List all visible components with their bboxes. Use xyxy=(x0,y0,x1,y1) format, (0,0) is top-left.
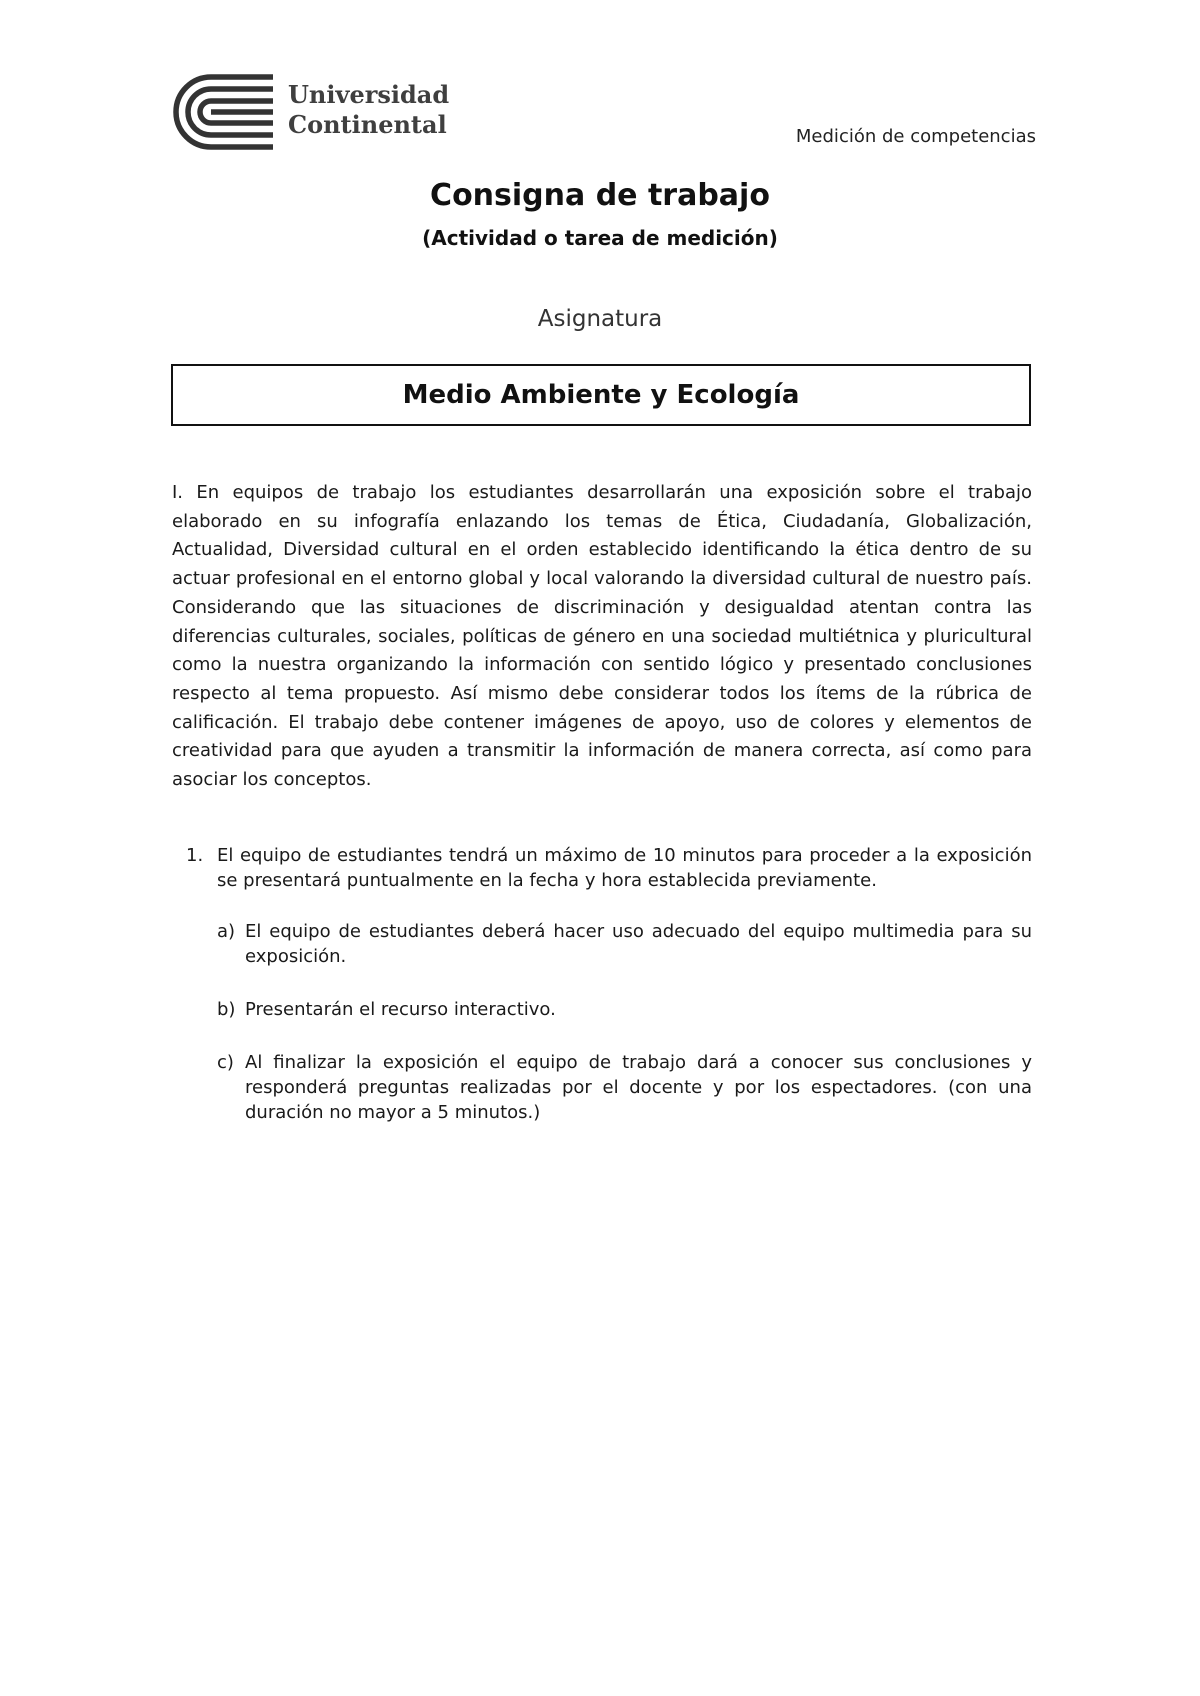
document-type-label: Medición de competencias xyxy=(795,126,1036,147)
university-logo xyxy=(171,74,461,150)
logo-line-2: Continental xyxy=(288,110,447,139)
list-item-text: El equipo de estudiantes tendrá un máximo de 10 minutos para proceder a la exposición se presentará puntualmente en la fecha y hora establecida previamente. xyxy=(217,845,1032,891)
sub-list-item-letter: a) xyxy=(217,921,236,942)
task-list xyxy=(172,843,1032,1125)
list-item xyxy=(172,843,1032,893)
instructions-paragraph: I. En equipos de trabajo los estudiantes desarrollarán una exposición sobre el trabajo elaborado en su infografía enlazando los temas de Ética, Ciudadanía, Globalización, Actualidad, Diversidad cultural en el orden establecido identificando la ética dentro de su actuar profesional en el entorno global y local valorando la diversidad cultural de nuestro país. Considerando que las situaciones de discriminación y desigualdad atentan contra las diferencias culturales, sociales, políticas de género en una sociedad multiétnica y pluricultural como la nuestra organizando la información con sentido lógico y presentado conclusiones respecto al tema propuesto. Así mismo debe considerar todos los ítems de la rúbrica de calificación. El trabajo debe contener imágenes de apoyo, uso de colores y elementos de creatividad para que ayuden a transmitir la información de manera correcta, así como para asociar los conceptos. xyxy=(172,482,1032,791)
list-item-number: 1. xyxy=(186,845,204,866)
course-name-box xyxy=(171,364,1031,426)
page-title: Consigna de trabajo xyxy=(430,178,770,213)
sub-list-item-text: Al finalizar la exposición el equipo de trabajo dará a conocer sus conclusiones y responderá preguntas realizadas por el docente y por los espectadores. (con una duración no mayor a 5 minutos.) xyxy=(245,1052,1032,1123)
continental-c-logo-icon xyxy=(171,74,275,150)
logo-wordmark xyxy=(288,80,449,140)
course-name: Medio Ambiente y Ecología xyxy=(402,380,800,410)
sub-list-item-letter: b) xyxy=(217,999,236,1020)
sub-list-item xyxy=(217,997,1032,1022)
page-subtitle: (Actividad o tarea de medición) xyxy=(422,226,778,250)
sub-list-item-text: Presentarán el recurso interactivo. xyxy=(245,999,556,1020)
sub-list-item-letter: c) xyxy=(217,1052,234,1073)
sub-list-item-text: El equipo de estudiantes deberá hacer uso adecuado del equipo multimedia para su exposición. xyxy=(245,921,1032,967)
sub-list-item xyxy=(217,1050,1032,1125)
sub-list-item xyxy=(217,919,1032,969)
logo-line-1: Universidad xyxy=(288,80,450,109)
subject-label: Asignatura xyxy=(537,306,663,332)
